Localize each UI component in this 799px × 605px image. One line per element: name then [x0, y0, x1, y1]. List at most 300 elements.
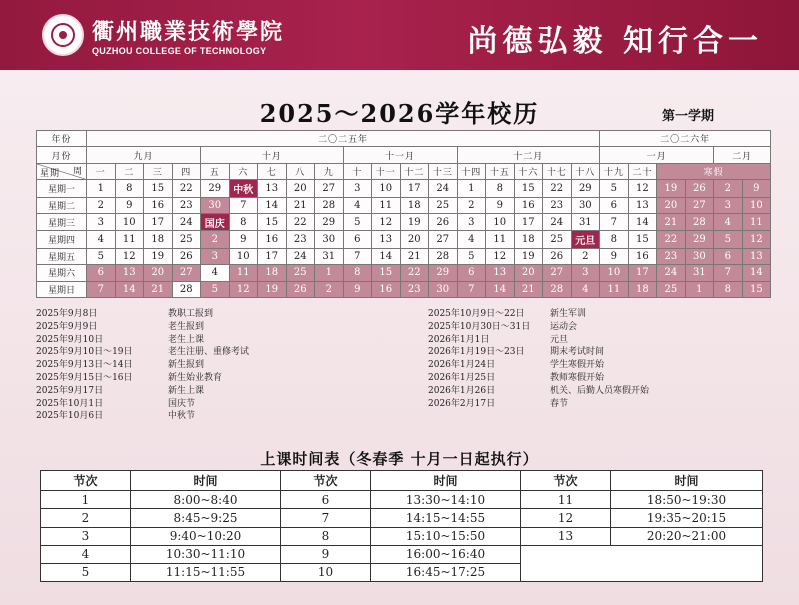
calendar-date-cell: 15 [514, 180, 543, 197]
calendar-date-cell: 21 [400, 248, 429, 264]
calendar-date-cell: 3 [571, 265, 600, 281]
calendar-date-cell: 31 [315, 248, 344, 264]
calendar-date-cell: 5 [87, 248, 116, 264]
calendar-date-cell: 27 [315, 180, 344, 197]
event-date: 2026年1月24日 [428, 360, 496, 371]
event-name: 学生寒假开始 [550, 360, 605, 371]
event-date: 2026年1月26日 [428, 385, 496, 396]
calendar-date-cell: 13 [628, 197, 657, 213]
calendar-date-cell: 25 [286, 265, 315, 281]
event-date: 2025年9月15日～16日 [36, 373, 133, 383]
event-date: 2025年10月9日～22日 [428, 309, 525, 319]
calendar-date-cell: 26 [429, 213, 458, 230]
calendar-date-cell: 31 [685, 265, 714, 281]
period-cell: 5 [41, 563, 131, 581]
event-name: 教职工报到 [168, 309, 214, 319]
calendar-date-cell: 21 [286, 197, 315, 213]
calendar-date-cell: 22 [400, 265, 429, 281]
week-number-cell: 十一 [372, 163, 401, 179]
calendar-date-cell: 5 [457, 248, 486, 264]
calendar-date-cell: 13 [372, 231, 401, 248]
calendar-date-cell: 17 [144, 213, 173, 230]
period-cell: 8 [281, 527, 371, 545]
calendar-date-cell: 7 [229, 197, 258, 213]
event-name: 新生军训 [550, 309, 587, 319]
calendar-date-cell: 4 [87, 231, 116, 248]
calendar-date-cell: 16 [258, 231, 287, 248]
calendar-date-cell: 30 [201, 197, 230, 213]
calendar-date-cell: 2 [571, 248, 600, 264]
event-name: 新生报到 [168, 360, 205, 371]
calendar-date-cell: 14 [742, 265, 771, 281]
calendar-date-cell: 12 [628, 180, 657, 197]
calendar-date-cell: 16 [514, 197, 543, 213]
period-cell: 11 [521, 491, 611, 509]
time-cell: 16:00~16:40 [371, 545, 521, 563]
period-cell: 12 [521, 509, 611, 527]
week-number-cell: 四 [172, 163, 201, 179]
calendar-date-cell: 17 [514, 213, 543, 230]
event-name: 春节 [550, 398, 569, 409]
time-cell: 8:00~8:40 [131, 491, 281, 509]
calendar-date-cell: 3 [714, 197, 743, 213]
calendar-date-cell: 20 [144, 265, 173, 281]
month-cell: 十二月 [457, 147, 600, 163]
calendar-date-cell: 30 [315, 231, 344, 248]
event-name: 中秋节 [168, 411, 196, 422]
calendar-date-cell: 6 [600, 197, 629, 213]
calendar-date-cell: 17 [628, 265, 657, 281]
calendar-date-cell: 21 [657, 213, 686, 230]
calendar-date-cell: 30 [685, 248, 714, 264]
calendar-date-cell: 14 [628, 213, 657, 230]
calendar-date-cell: 8 [600, 231, 629, 248]
week-number-cell: 六 [229, 163, 258, 179]
calendar-date-cell: 26 [685, 180, 714, 197]
calendar-date-cell: 14 [258, 197, 287, 213]
day-row [37, 231, 771, 248]
calendar-date-cell: 24 [286, 248, 315, 264]
calendar-date-cell: 15 [372, 265, 401, 281]
calendar-date-cell: 18 [144, 231, 173, 248]
calendar-date-cell: 25 [172, 231, 201, 248]
calendar-date-cell: 27 [172, 265, 201, 281]
period-header: 节次 [281, 471, 371, 491]
month-cell: 十一月 [343, 147, 457, 163]
calendar-date-cell: 7 [714, 265, 743, 281]
month-cell: 十月 [201, 147, 344, 163]
calendar-date-cell: 1 [315, 265, 344, 281]
week-number-cell: 十四 [457, 163, 486, 179]
calendar-date-cell: 19 [258, 281, 287, 297]
page-title: 2025～2026学年校历 [259, 99, 540, 128]
event-name: 国庆节 [168, 398, 196, 409]
calendar-date-cell: 16 [144, 197, 173, 213]
year-row-label: 年份 [37, 131, 87, 147]
event-date: 2025年9月10日～19日 [36, 347, 133, 358]
weekday-label: 星期一 [37, 180, 87, 197]
calendar-date-cell: 1 [87, 180, 116, 197]
calendar-date-cell: 25 [657, 281, 686, 297]
event-name: 新生始业教育 [168, 373, 223, 383]
week-number-cell: 十三 [429, 163, 458, 179]
calendar-date-cell: 26 [172, 248, 201, 264]
event-date: 2025年9月9日 [36, 321, 98, 332]
calendar-date-cell: 3 [87, 213, 116, 230]
time-cell: 10:30~11:10 [131, 545, 281, 563]
calendar-date-cell: 11 [600, 281, 629, 297]
time-cell: 13:30~14:10 [371, 491, 521, 509]
calendar-date-cell: 10 [115, 213, 144, 230]
calendar-date-cell: 20 [400, 231, 429, 248]
week-number-cell: 十八 [571, 163, 600, 179]
calendar-date-cell: 15 [742, 281, 771, 297]
period-cell: 7 [281, 509, 371, 527]
event-name: 老生报到 [168, 321, 205, 332]
weekday-label: 星期日 [37, 281, 87, 297]
week-number-cell: 一 [87, 163, 116, 179]
corner-week-label: 周 [72, 166, 83, 177]
event-name: 老生注册、重修考试 [168, 347, 250, 358]
calendar-date-cell: 14 [486, 281, 515, 297]
calendar-date-cell: 4 [201, 265, 230, 281]
calendar-date-cell: 9 [115, 197, 144, 213]
time-cell: 16:45~17:25 [371, 563, 521, 581]
calendar-date-cell: 21 [144, 281, 173, 297]
calendar-date-cell: 19 [657, 180, 686, 197]
calendar-date-cell: 9 [343, 281, 372, 297]
calendar-date-cell: 30 [571, 197, 600, 213]
calendar-date-cell: 16 [372, 281, 401, 297]
calendar-date-cell: 2 [201, 231, 230, 248]
calendar-date-cell: 2 [87, 197, 116, 213]
calendar-date-cell: 20 [657, 197, 686, 213]
calendar-date-cell: 24 [429, 180, 458, 197]
weekday-label: 星期五 [37, 248, 87, 264]
calendar-date-cell: 15 [258, 213, 287, 230]
calendar-date-cell: 28 [685, 213, 714, 230]
calendar-date-cell: 3 [201, 248, 230, 264]
weekday-label: 星期六 [37, 265, 87, 281]
calendar-date-cell: 15 [628, 231, 657, 248]
week-number-cell: 三 [144, 163, 173, 179]
year-row [37, 131, 771, 147]
calendar-date-cell: 10 [742, 197, 771, 213]
calendar-date-cell: 9 [742, 180, 771, 197]
empty-schedule-cell [521, 545, 763, 581]
calendar-date-cell: 12 [486, 248, 515, 264]
event-name: 教师寒假开始 [550, 373, 605, 383]
calendar-date-cell: 1 [685, 281, 714, 297]
calendar-date-cell: 10 [229, 248, 258, 264]
calendar-date-cell: 5 [600, 180, 629, 197]
calendar-date-cell: 3 [457, 213, 486, 230]
calendar-date-cell: 12 [742, 231, 771, 248]
calendar-date-cell: 24 [172, 213, 201, 230]
calendar-date-cell: 7 [87, 281, 116, 297]
school-english-name: QUZHOU COLLEGE OF TECHNOLOGY [92, 46, 267, 56]
calendar-date-cell: 24 [543, 213, 572, 230]
school-name: 衢州職業技術學院 [92, 19, 285, 45]
calendar-date-cell: 7 [457, 281, 486, 297]
calendar-date-cell: 7 [343, 248, 372, 264]
week-number-cell: 八 [286, 163, 315, 179]
calendar-date-cell: 26 [286, 281, 315, 297]
period-cell: 10 [281, 563, 371, 581]
weekday-label: 星期二 [37, 197, 87, 213]
week-day-corner [37, 163, 87, 179]
time-cell: 18:50~19:30 [611, 491, 763, 509]
schedule-row [41, 509, 763, 527]
calendar-date-cell: 20 [286, 180, 315, 197]
calendar-date-cell: 5 [714, 231, 743, 248]
schedule-row [41, 527, 763, 545]
event-name: 元旦 [550, 334, 569, 345]
calendar-date-cell: 11 [229, 265, 258, 281]
calendar-date-cell: 20 [514, 265, 543, 281]
calendar-date-cell: 4 [343, 197, 372, 213]
calendar-date-cell: 5 [201, 281, 230, 297]
calendar-date-cell: 29 [201, 180, 230, 197]
calendar-date-cell: 12 [115, 248, 144, 264]
period-cell: 9 [281, 545, 371, 563]
week-number-cell: 十五 [486, 163, 515, 179]
calendar-date-cell: 19 [514, 248, 543, 264]
calendar-date-cell: 18 [514, 231, 543, 248]
weekday-label: 星期四 [37, 231, 87, 248]
calendar-date-cell: 27 [543, 265, 572, 281]
event-date: 2025年9月13日～14日 [36, 360, 133, 371]
week-number-cell: 十九 [600, 163, 629, 179]
calendar-date-cell: 16 [628, 248, 657, 264]
period-header: 节次 [521, 471, 611, 491]
semester-label: 第一学期 [662, 109, 715, 124]
period-cell: 3 [41, 527, 131, 545]
calendar-date-cell: 2 [315, 281, 344, 297]
calendar-date-cell: 12 [229, 281, 258, 297]
calendar-date-cell: 22 [286, 213, 315, 230]
month-cell: 九月 [87, 147, 201, 163]
schedule-header-row [41, 471, 763, 491]
calendar-date-cell: 13 [258, 180, 287, 197]
event-date: 2026年1月19日～23日 [428, 347, 525, 358]
calendar-date-cell: 8 [115, 180, 144, 197]
week-number-cell: 七 [258, 163, 287, 179]
week-number-cell: 九 [315, 163, 344, 179]
class-schedule-table [40, 470, 763, 582]
school-motto: 尚德弘毅 知行合一 [467, 24, 763, 59]
calendar-date-cell: 19 [144, 248, 173, 264]
day-row [37, 281, 771, 297]
college-logo-icon [42, 14, 84, 56]
calendar-date-cell: 10 [600, 265, 629, 281]
calendar-date-cell: 14 [372, 248, 401, 264]
calendar-date-cell: 27 [685, 197, 714, 213]
schedule-row [41, 491, 763, 509]
calendar-date-cell: 24 [657, 265, 686, 281]
calendar-date-cell: 18 [400, 197, 429, 213]
event-name: 老生上课 [168, 334, 205, 345]
time-cell: 8:45~9:25 [131, 509, 281, 527]
period-cell: 6 [281, 491, 371, 509]
calendar-date-cell: 4 [457, 231, 486, 248]
event-name: 机关、后勤人员寒假开始 [550, 385, 650, 396]
calendar-date-cell: 26 [543, 248, 572, 264]
week-number-cell: 五 [201, 163, 230, 179]
calendar-date-cell: 10 [372, 180, 401, 197]
month-row-label: 月份 [37, 147, 87, 163]
calendar-date-cell: 17 [258, 248, 287, 264]
calendar-date-cell: 30 [429, 281, 458, 297]
calendar-date-cell: 28 [315, 197, 344, 213]
week-number-cell: 二十 [628, 163, 657, 179]
calendar-date-cell: 28 [172, 281, 201, 297]
calendar-date-cell: 6 [714, 248, 743, 264]
calendar-date-cell: 13 [115, 265, 144, 281]
period-cell: 4 [41, 545, 131, 563]
week-number-cell: 十六 [514, 163, 543, 179]
calendar-table [36, 130, 771, 298]
calendar-date-cell: 8 [714, 281, 743, 297]
calendar-date-cell: 元旦 [571, 231, 600, 248]
calendar-date-cell: 29 [685, 231, 714, 248]
day-row [37, 213, 771, 230]
day-row [37, 248, 771, 264]
week-number-cell: 十二 [400, 163, 429, 179]
calendar-date-cell: 8 [486, 180, 515, 197]
calendar-date-cell: 7 [600, 213, 629, 230]
calendar-date-cell: 13 [742, 248, 771, 264]
schedule-row [41, 545, 763, 563]
calendar-date-cell: 27 [429, 231, 458, 248]
calendar-date-cell: 22 [543, 180, 572, 197]
calendar-date-cell: 28 [543, 281, 572, 297]
calendar-date-cell: 29 [429, 265, 458, 281]
time-header: 时间 [131, 471, 281, 491]
calendar-date-cell: 6 [343, 231, 372, 248]
calendar-date-cell: 25 [429, 197, 458, 213]
period-header: 节次 [41, 471, 131, 491]
calendar-date-cell: 18 [258, 265, 287, 281]
day-row [37, 180, 771, 197]
time-cell: 9:40~10:20 [131, 527, 281, 545]
calendar-date-cell: 25 [543, 231, 572, 248]
year-2025-cell: 二〇二五年 [87, 131, 600, 147]
week-row [37, 163, 771, 179]
calendar-date-cell: 12 [372, 213, 401, 230]
event-name: 期末考试时间 [550, 347, 605, 358]
calendar-date-cell: 13 [486, 265, 515, 281]
month-cell: 二月 [714, 147, 771, 163]
calendar-date-cell: 17 [400, 180, 429, 197]
calendar-date-cell: 9 [600, 248, 629, 264]
calendar-date-cell: 29 [571, 180, 600, 197]
header-banner [0, 0, 799, 70]
time-cell: 14:15~14:55 [371, 509, 521, 527]
event-date: 2025年10月1日 [36, 398, 104, 409]
event-date: 2025年9月8日 [36, 309, 98, 319]
event-date: 2025年10月30日～31日 [428, 321, 531, 332]
calendar-date-cell: 1 [457, 180, 486, 197]
time-header: 时间 [371, 471, 521, 491]
event-date: 2025年9月10日 [36, 334, 104, 345]
calendar-date-cell: 29 [315, 213, 344, 230]
event-date: 2026年2月17日 [428, 398, 496, 409]
event-date: 2026年1月1日 [428, 334, 490, 345]
event-date: 2026年1月25日 [428, 373, 496, 383]
period-cell: 13 [521, 527, 611, 545]
calendar-date-cell: 9 [486, 197, 515, 213]
calendar-date-cell: 6 [457, 265, 486, 281]
calendar-date-cell: 10 [486, 213, 515, 230]
calendar-date-cell: 9 [229, 231, 258, 248]
calendar-date-cell: 2 [457, 197, 486, 213]
calendar-date-cell: 23 [172, 197, 201, 213]
day-row [37, 197, 771, 213]
weekday-label: 星期三 [37, 213, 87, 230]
week-number-cell: 二 [115, 163, 144, 179]
period-cell: 1 [41, 491, 131, 509]
time-header: 时间 [611, 471, 763, 491]
calendar-date-cell: 11 [115, 231, 144, 248]
time-cell: 11:15~11:55 [131, 563, 281, 581]
time-cell: 15:10~15:50 [371, 527, 521, 545]
calendar-date-cell: 19 [400, 213, 429, 230]
calendar-date-cell: 22 [657, 231, 686, 248]
calendar-date-cell: 4 [714, 213, 743, 230]
calendar-date-cell: 3 [343, 180, 372, 197]
time-cell: 20:20~21:00 [611, 527, 763, 545]
calendar-date-cell: 4 [571, 281, 600, 297]
calendar-date-cell: 21 [514, 281, 543, 297]
corner-day-label: 星期 [40, 169, 61, 180]
day-row [37, 265, 771, 281]
calendar-date-cell: 2 [714, 180, 743, 197]
calendar-date-cell: 23 [286, 231, 315, 248]
event-date: 2025年9月17日 [36, 385, 104, 396]
week-number-cell: 十 [343, 163, 372, 179]
week-number-cell: 十七 [543, 163, 572, 179]
calendar-date-cell: 14 [115, 281, 144, 297]
calendar-date-cell: 11 [486, 231, 515, 248]
month-row [37, 147, 771, 163]
calendar-date-cell: 11 [742, 213, 771, 230]
calendar-date-cell: 8 [343, 265, 372, 281]
year-2026-cell: 二〇二六年 [600, 131, 771, 147]
calendar-date-cell: 23 [543, 197, 572, 213]
calendar-date-cell: 18 [628, 281, 657, 297]
calendar-date-cell: 23 [657, 248, 686, 264]
calendar-date-cell: 11 [372, 197, 401, 213]
calendar-date-cell: 国庆 [201, 213, 230, 230]
event-name: 新生上课 [168, 385, 205, 396]
calendar-date-cell: 22 [172, 180, 201, 197]
calendar-date-cell: 5 [343, 213, 372, 230]
month-cell: 一月 [600, 147, 714, 163]
event-date: 2025年10月6日 [36, 411, 104, 422]
calendar-date-cell: 8 [229, 213, 258, 230]
schedule-title: 上课时间表（冬春季 十月一日起执行） [260, 450, 539, 468]
calendar-date-cell: 中秋 [229, 180, 258, 197]
event-name: 运动会 [550, 321, 578, 332]
calendar-date-cell: 23 [400, 281, 429, 297]
calendar-date-cell: 6 [87, 265, 116, 281]
week-number-cell: 寒假 [657, 163, 771, 179]
time-cell: 19:35~20:15 [611, 509, 763, 527]
period-cell: 2 [41, 509, 131, 527]
calendar-date-cell: 15 [144, 180, 173, 197]
calendar-date-cell: 28 [429, 248, 458, 264]
